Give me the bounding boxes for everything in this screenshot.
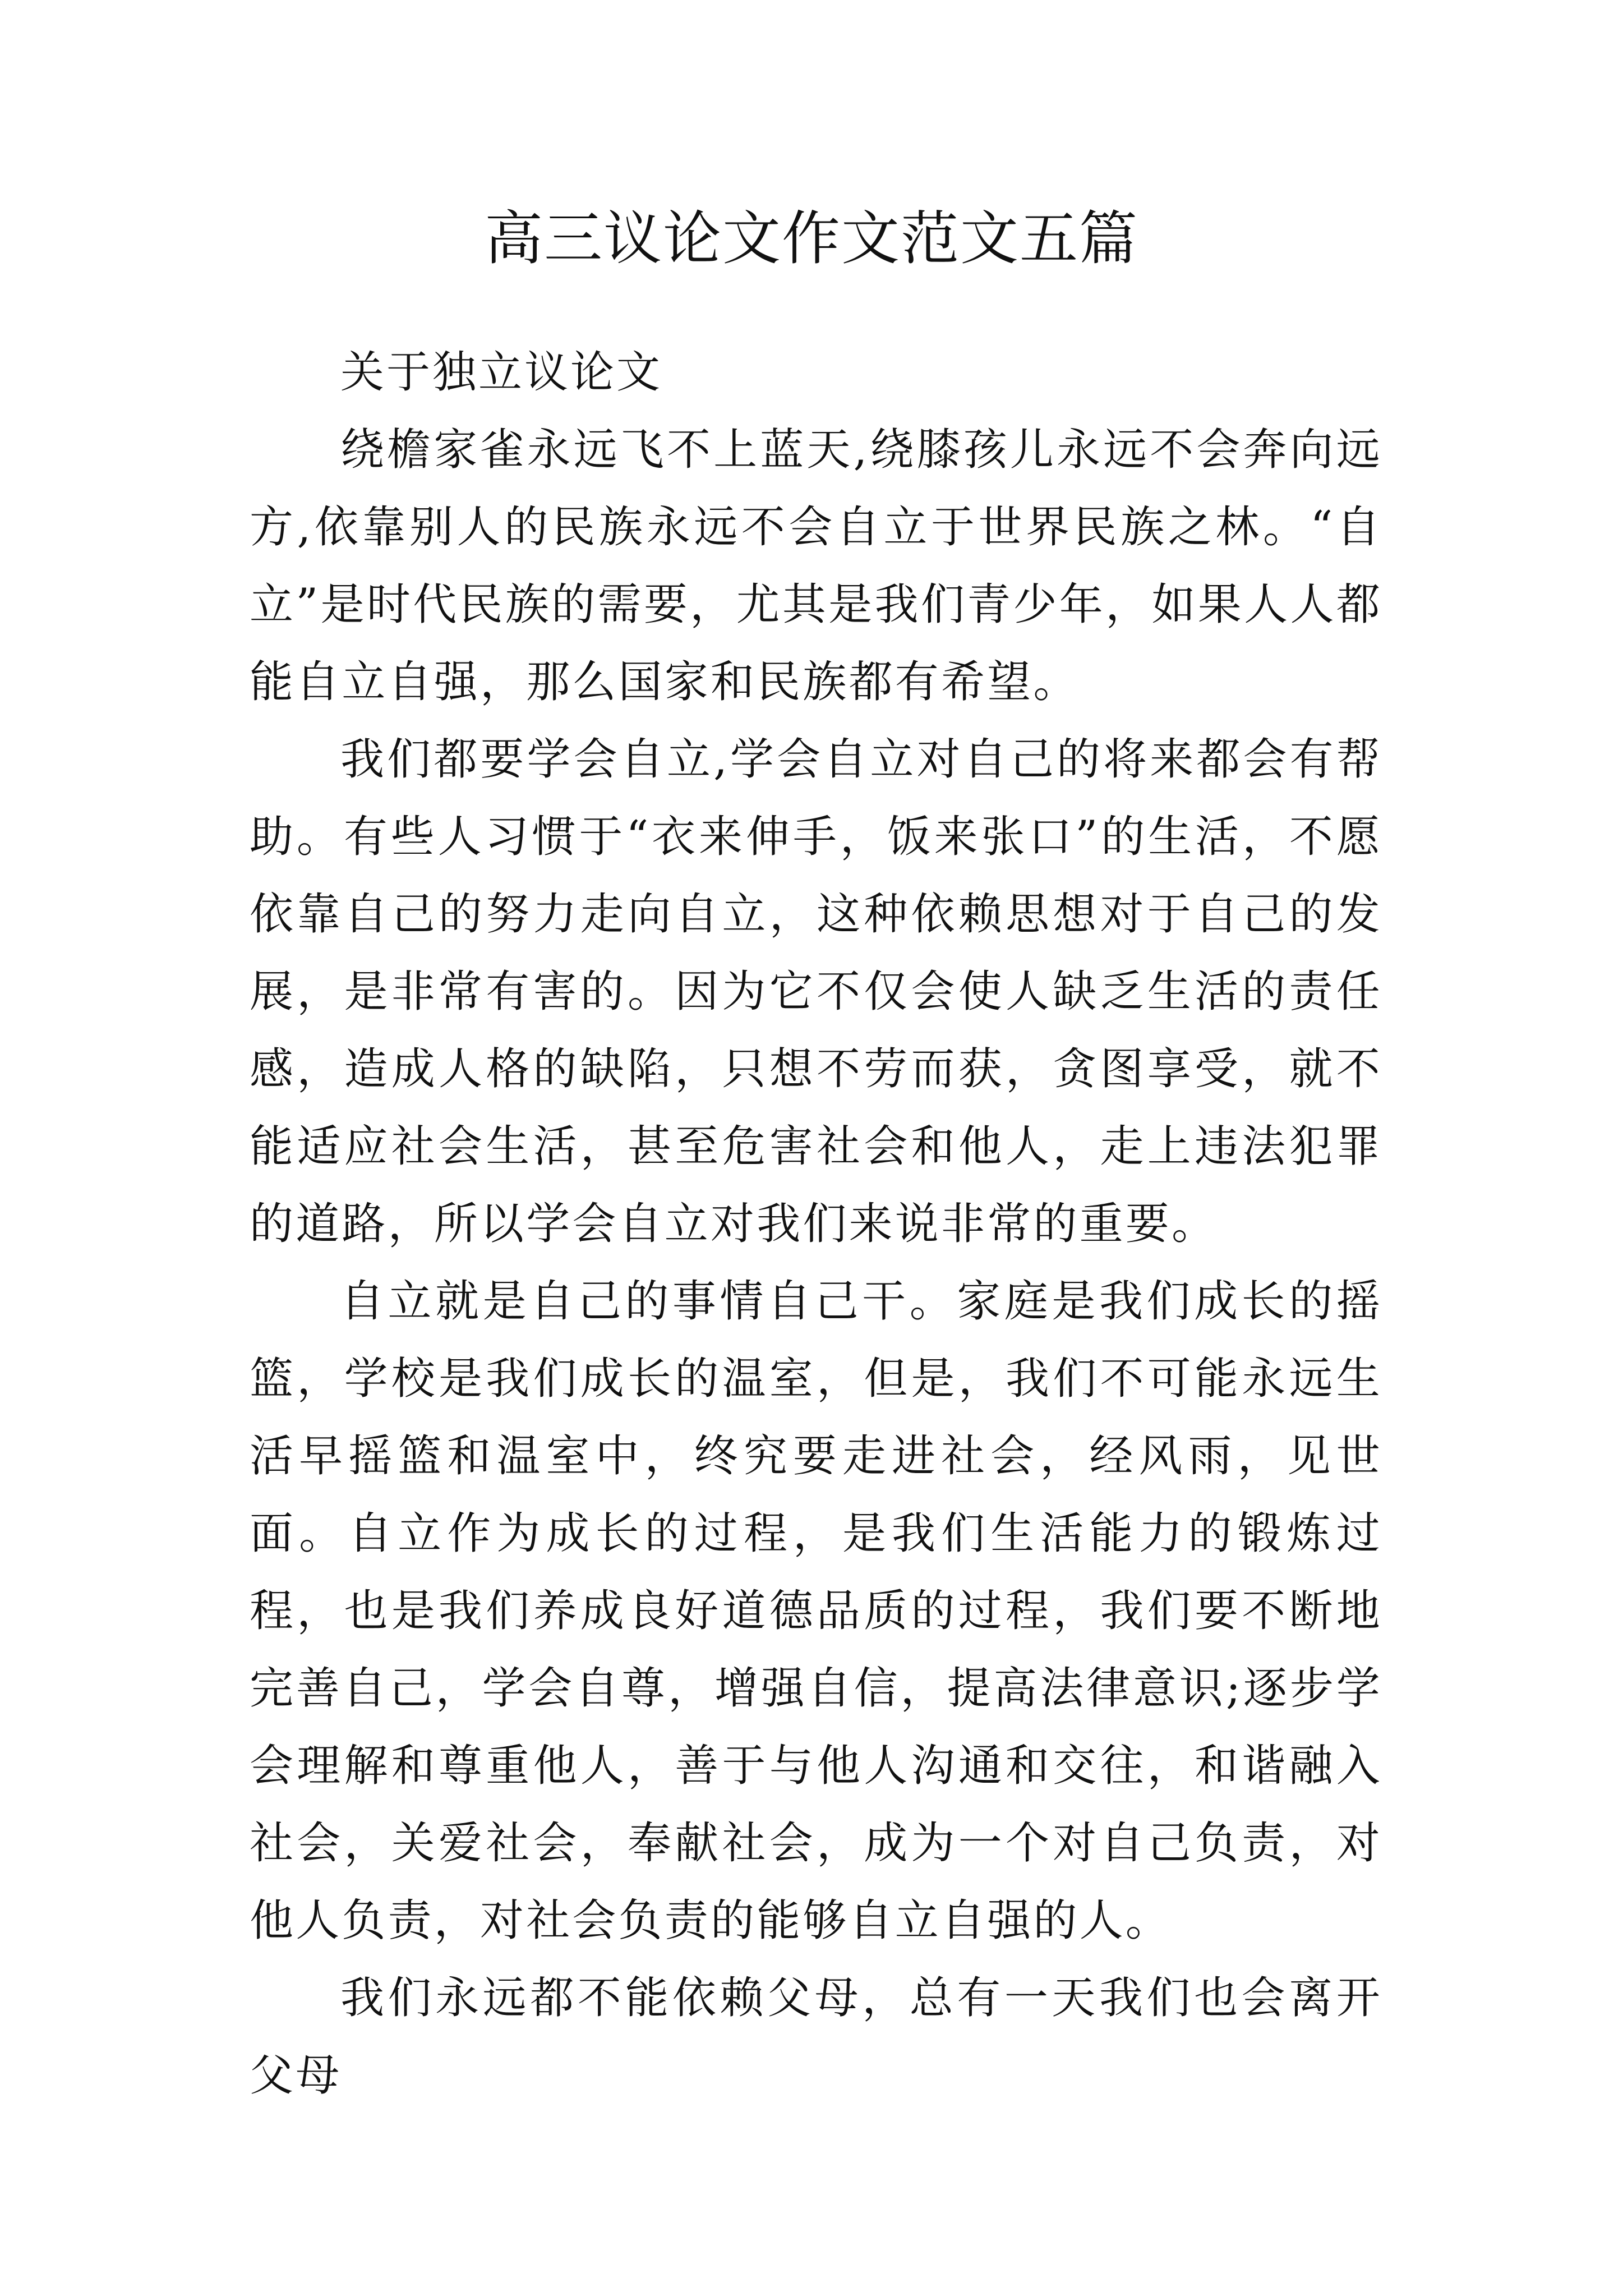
paragraph: 我们永远都不能依赖父母，总有一天我们也会离开父母	[250, 1973, 1382, 2101]
section-heading: 关于独立议论文	[340, 347, 663, 398]
paragraph: 自立就是自己的事情自己干。家庭是我们成长的摇篮，学校是我们成长的温室，但是，我们不可能永远生活早摇篮和温室中，终究要走进社会，经风雨，见世面。自立作为成长的过程，是我们生活能力的锻炼过程，也是我们养成良好道德品质的过程，我们要不断地完善自己，学会自尊，增强自信，提高法律意识;逐步学会理解和尊重他人，善于与他人沟通和交往，和谐融入社会，关爱社会，奉献社会，成为一个对自己负责，对他人负责，对社会负责的能够自立自强的人。	[250, 1276, 1382, 1946]
paragraph: 我们都要学会自立,学会自立对自己的将来都会有帮助。有些人习惯于“衣来伸手，饭来张口”的生活，不愿依靠自己的努力走向自立，这种依赖思想对于自己的发展，是非常有害的。因为它不仅会使人缺乏生活的责任感，造成人格的缺陷，只想不劳而获，贪图享受，就不能适应社会生活，甚至危害社会和他人，走上违法犯罪的道路，所以学会自立对我们来说非常的重要。	[250, 734, 1382, 1249]
paragraph: 绕檐家雀永远飞不上蓝天,绕膝孩儿永远不会奔向远方,依靠别人的民族永远不会自立于世界民族之林。“自立”是时代民族的需要，尤其是我们青少年，如果人人都能自立自强，那么国家和民族都有希望。	[250, 425, 1382, 707]
document-title: 高三议论文作文范文五篇	[484, 204, 1138, 273]
document-body	[250, 334, 1382, 2114]
